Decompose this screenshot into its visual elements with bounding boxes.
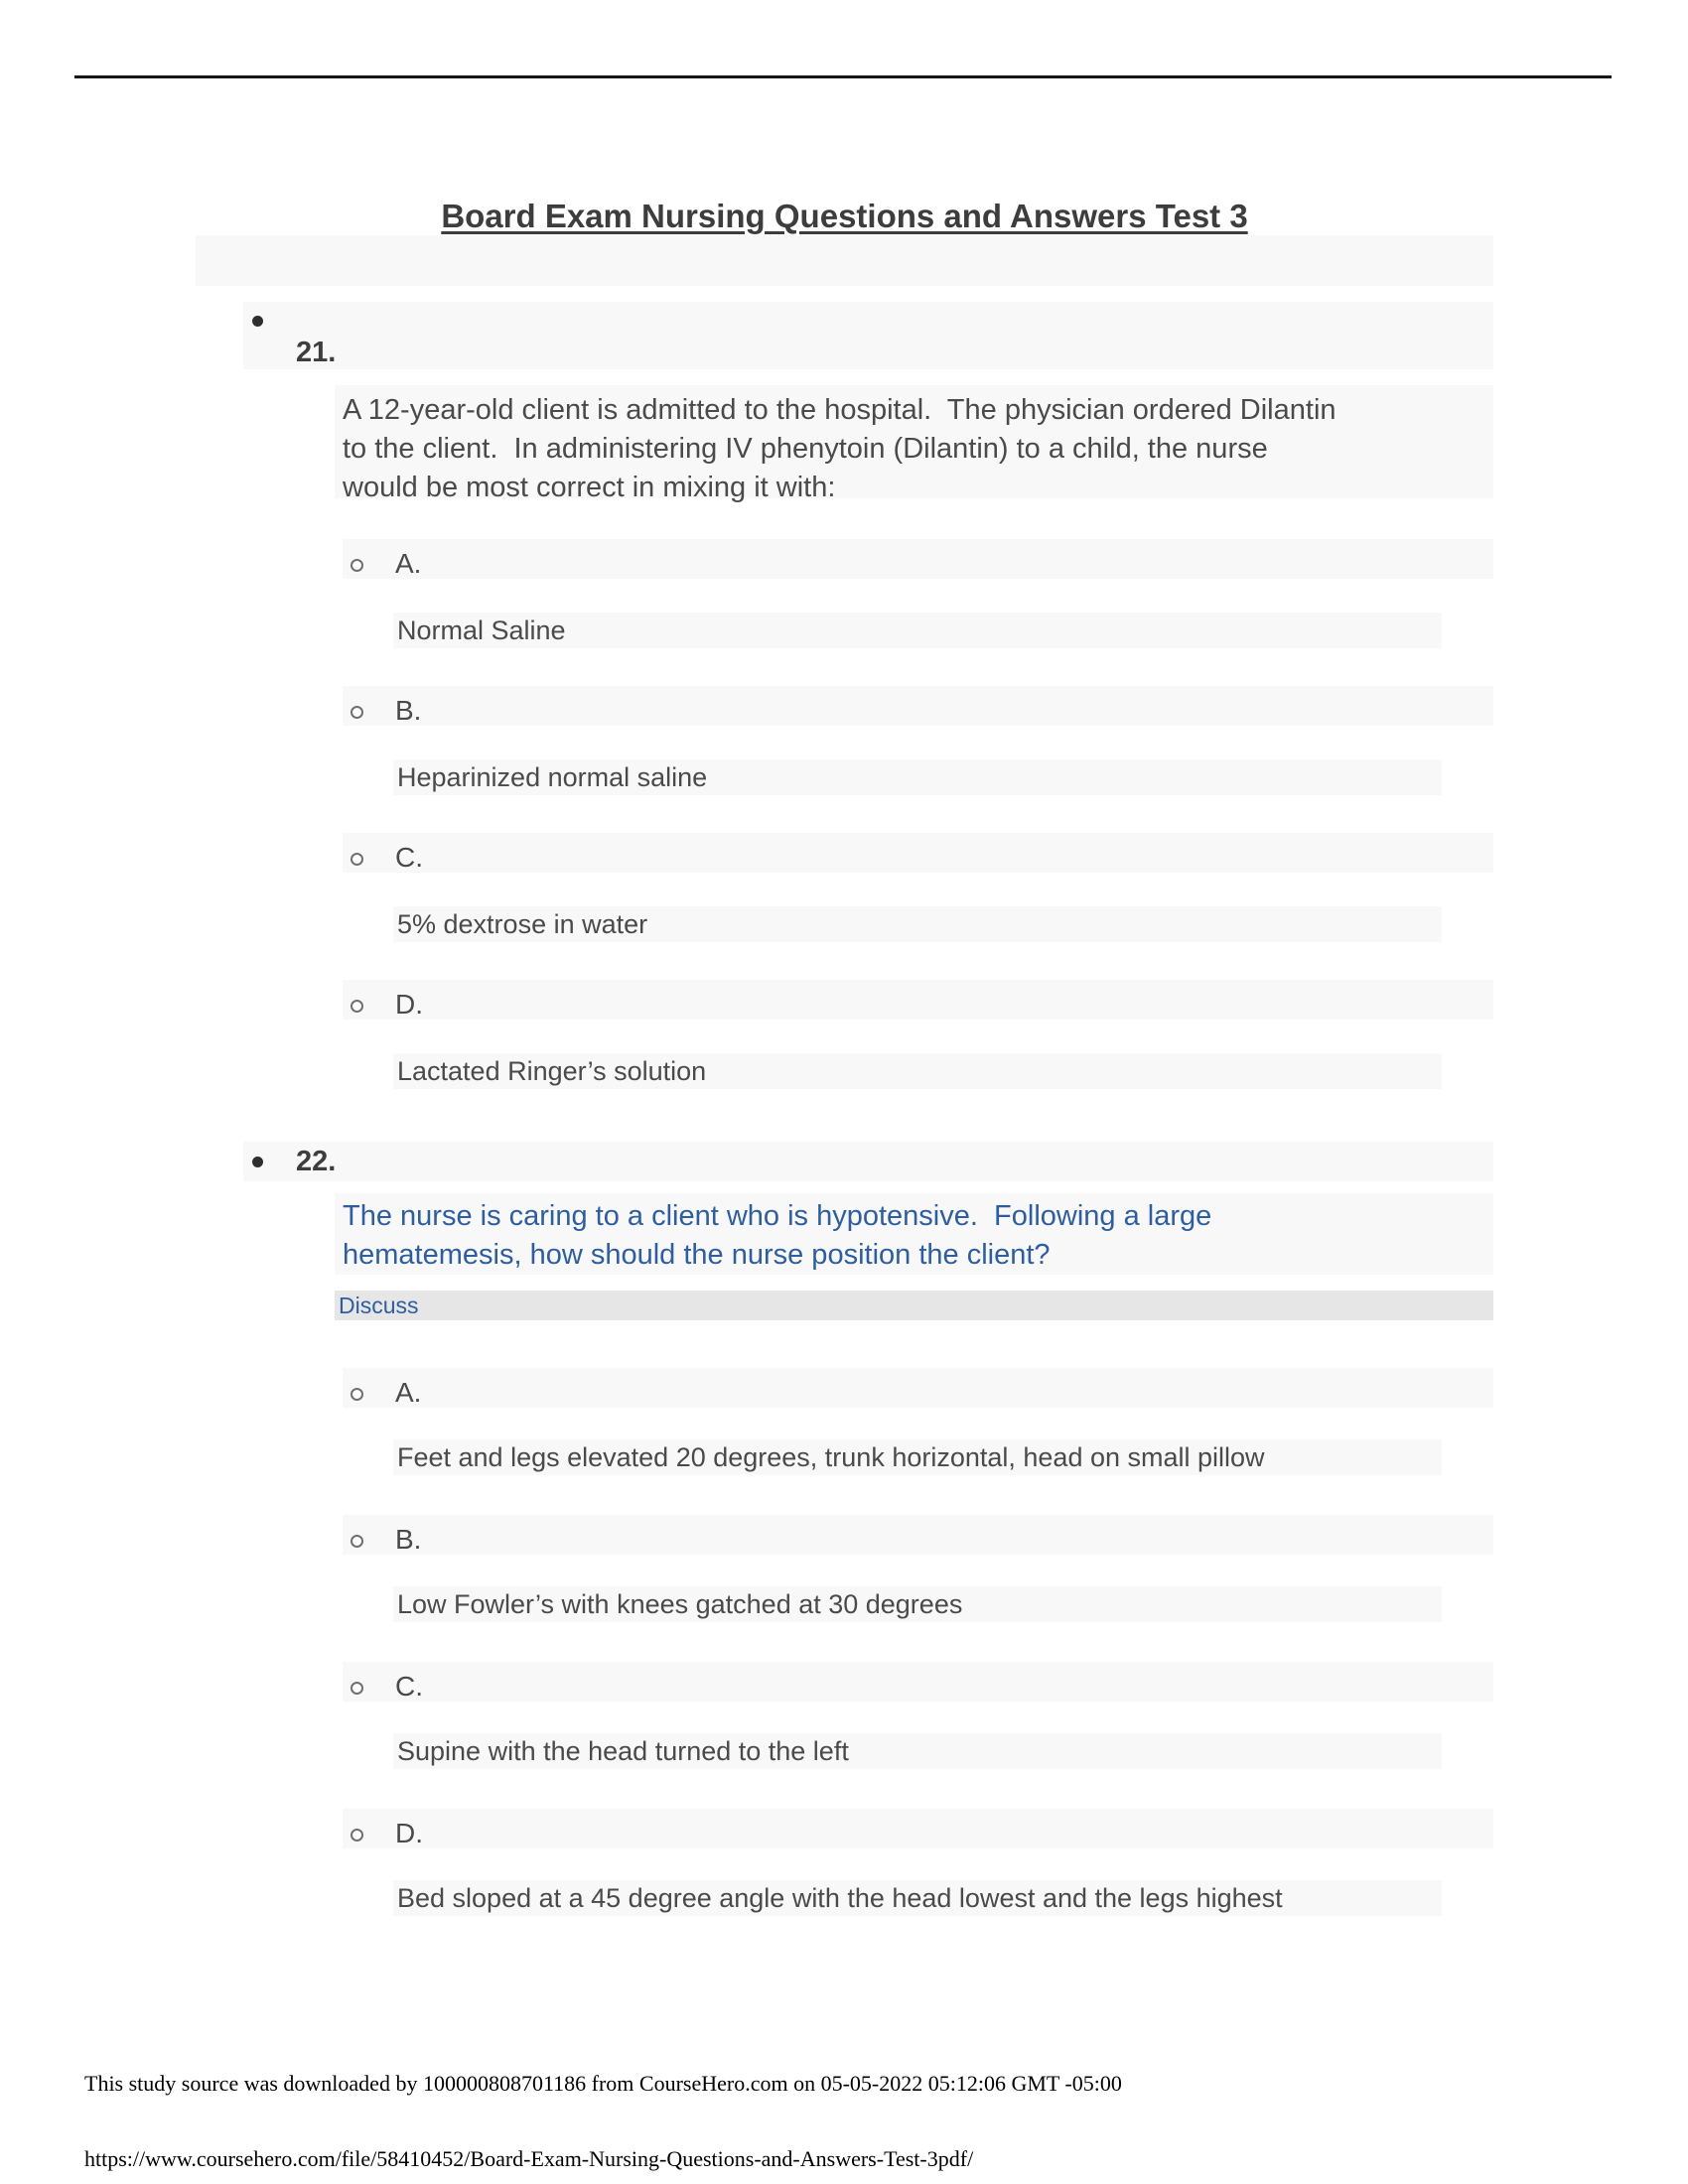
answer-bar: [393, 1053, 1442, 1089]
option-letter: B.: [395, 1524, 422, 1555]
question-number-bar: [243, 1142, 1493, 1181]
option-letter: B.: [395, 695, 422, 726]
option-letter: D.: [395, 1818, 423, 1848]
answer-text: 5% dextrose in water: [397, 909, 648, 939]
answer-text: Bed sloped at a 45 degree angle with the head lowest and the legs highest: [397, 1883, 1283, 1913]
option-marker-icon: [351, 853, 363, 866]
option-marker-icon: [351, 1829, 363, 1842]
answer-bar: [393, 1880, 1442, 1916]
question-highlight-bar: [335, 1193, 1493, 1275]
discuss-bar: [335, 1291, 1493, 1320]
question-number: 22.: [296, 1146, 337, 1177]
page-title: [196, 199, 1493, 234]
answer-text: Low Fowler’s with knees gatched at 30 degrees: [397, 1589, 963, 1619]
page-title-text: Board Exam Nursing Questions and Answers Test 3: [441, 198, 1248, 234]
option-letter: D.: [395, 989, 423, 1020]
answer-text: Lactated Ringer’s solution: [397, 1056, 707, 1086]
answer-text: Heparinized normal saline: [397, 762, 708, 792]
answer-text: Supine with the head turned to the left: [397, 1736, 849, 1766]
answer-text: Feet and legs elevated 20 degrees, trunk horizontal, head on small pillow: [397, 1442, 1265, 1472]
option-letter-bar: [343, 686, 1493, 726]
answer-bar: [393, 1733, 1442, 1769]
question-number: 21.: [296, 337, 337, 368]
option-letter-bar: [343, 539, 1493, 579]
question-highlight-bar: [335, 385, 1493, 503]
answer-bar: [393, 759, 1442, 795]
option-letter-bar: [343, 1368, 1493, 1408]
question-text-line: would be most correct in mixing it with:: [343, 472, 836, 503]
option-marker-icon: [351, 1535, 363, 1548]
option-marker-icon: [351, 1388, 363, 1401]
option-letter: A.: [395, 548, 422, 579]
option-letter: C.: [395, 842, 423, 873]
option-letter-bar: [343, 980, 1493, 1020]
top-rule: [74, 75, 1612, 78]
answer-text: Normal Saline: [397, 615, 566, 645]
question-number-bar: [243, 302, 1493, 369]
option-letter: C.: [395, 1671, 423, 1702]
option-letter-bar: [343, 1662, 1493, 1702]
option-letter: A.: [395, 1377, 422, 1408]
question-text-line: to the client. In administering IV phenytoin (Dilantin) to a child, the nurse: [343, 433, 1268, 465]
bullet-icon: [252, 1157, 263, 1167]
option-letter-bar: [343, 1515, 1493, 1555]
question-text-line: A 12-year-old client is admitted to the hospital. The physician ordered Dilantin: [343, 394, 1336, 426]
option-marker-icon: [351, 706, 363, 719]
answer-bar: [393, 906, 1442, 942]
question-text-line: The nurse is caring to a client who is hypotensive. Following a large: [343, 1200, 1212, 1232]
answer-bar: [393, 613, 1442, 648]
option-letter-bar: [343, 1809, 1493, 1848]
title-highlight-bar: [196, 235, 1493, 286]
footer-url: https://www.coursehero.com/file/58410452/Board-Exam-Nursing-Questions-and-Answers-Test-3pdf/: [84, 2146, 974, 2171]
question-text-line: hematemesis, how should the nurse position the client?: [343, 1239, 1051, 1271]
bullet-icon: [252, 316, 263, 327]
footer-note: This study source was downloaded by 100000808701186 from CourseHero.com on 05-05-2022 05:12:06 GMT -05:00: [84, 2071, 1122, 2096]
option-marker-icon: [351, 1000, 363, 1013]
answer-bar: [393, 1586, 1442, 1622]
discuss-link[interactable]: Discuss: [339, 1293, 419, 1318]
option-letter-bar: [343, 833, 1493, 873]
option-marker-icon: [351, 1682, 363, 1695]
option-marker-icon: [351, 559, 363, 572]
answer-bar: [393, 1439, 1442, 1475]
